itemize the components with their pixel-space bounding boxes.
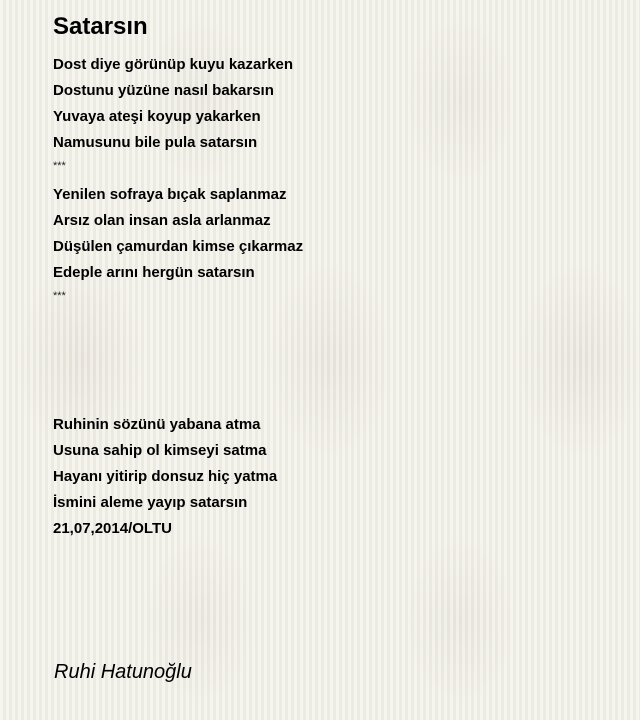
poem-line: Edeple arını hergün satarsın: [53, 264, 255, 281]
poem-date-place: 21,07,2014/OLTU: [53, 520, 172, 537]
poem-line: Yenilen sofraya bıçak saplanmaz: [53, 186, 287, 203]
poem-line: Usuna sahip ol kimseyi satma: [53, 442, 267, 459]
poem-line: Dostunu yüzüne nasıl bakarsın: [53, 82, 274, 99]
poem-line: Dost diye görünüp kuyu kazarken: [53, 56, 294, 73]
stanza-separator: ***: [53, 160, 66, 172]
poem-line: Ruhinin sözünü yabana atma: [53, 416, 261, 433]
stanza-separator: ***: [53, 290, 66, 302]
poem-line: İsmini aleme yayıp satarsın: [53, 494, 248, 511]
poem-line: Arsız olan insan asla arlanmaz: [53, 212, 271, 229]
poem-line: Hayanı yitirip donsuz hiç yatma: [53, 468, 278, 485]
poem-line: Yuvaya ateşi koyup yakarken: [53, 108, 261, 125]
poem-line: Düşülen çamurdan kimse çıkarmaz: [53, 238, 304, 255]
poem-author: Ruhi Hatunoğlu: [54, 661, 192, 683]
poem-line: Namusunu bile pula satarsın: [53, 134, 258, 151]
poem-title: Satarsın: [53, 13, 148, 40]
